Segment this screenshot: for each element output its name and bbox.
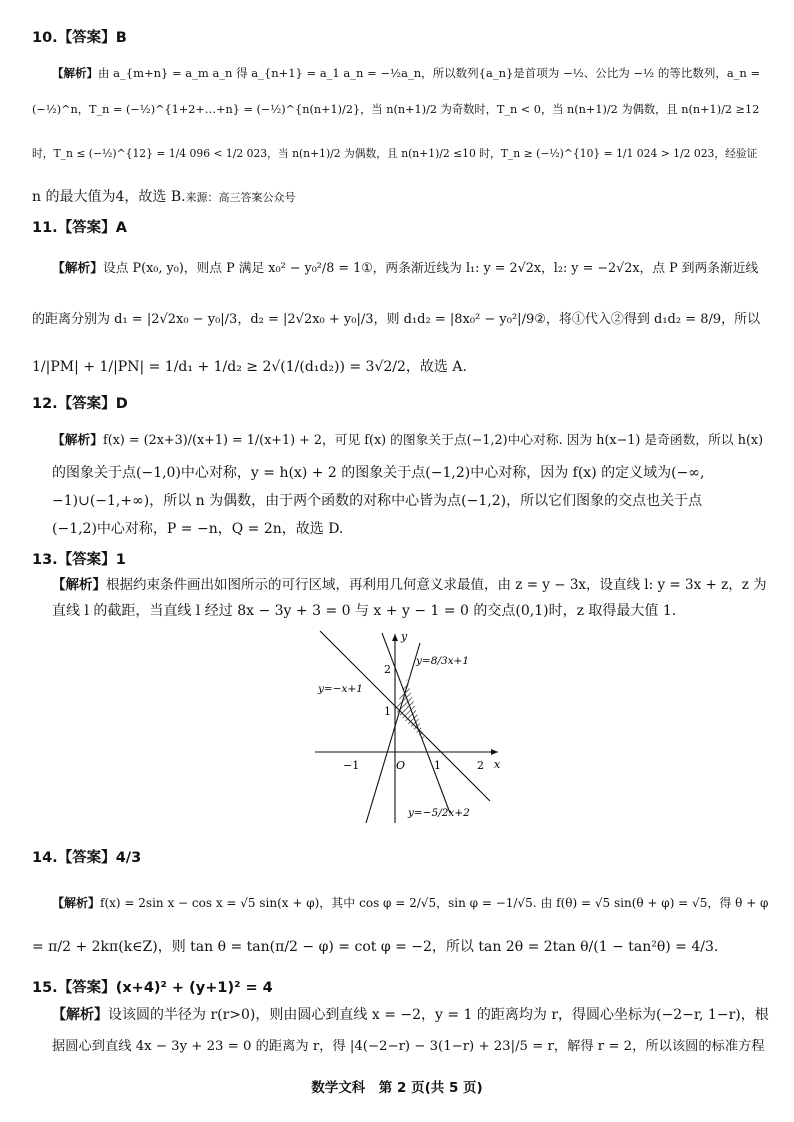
problem-12-analysis-line-3: −1)∪(−1,+∞)，所以 n 为偶数，由于两个函数的对称中心皆为点(−1,2)，所以它们图象的交点也关于点 [52, 493, 703, 509]
problem-14-answer: 14.【答案】4/3 [32, 850, 142, 866]
tick-x-neg1: −1 [343, 759, 360, 772]
problem-10-analysis-line-1: 【解析】由 a_{m+n} = a_m a_n 得 a_{n+1} = a_1 a_n = −½a_n，所以数列{a_n}是首项为 −½、公比为 −½ 的等比数列，a_n = [52, 66, 761, 80]
problem-12-analysis-line-1: 【解析】f(x) = (2x+3)/(x+1) = 1/(x+1) + 2，可见 f(x) 的图象关于点(−1,2)中心对称. 因为 h(x−1) 是奇函数，所以 h(x) [52, 433, 764, 448]
problem-14-analysis-line-2: = π/2 + 2kπ(k∈Z)，则 tan θ = tan(π/2 − φ) = cot φ = −2，所以 tan 2θ = 2tan θ/(1 − tan²θ) = 4/3. [32, 939, 719, 955]
problem-12-answer: 12.【答案】D [32, 396, 128, 412]
problem-15-analysis-line-1: 【解析】设该圆的半径为 r(r>0)，则由圆心到直线 x = −2，y = 1 的距离均为 r，得圆心坐标为(−2−r, 1−r)，根 [52, 1007, 769, 1023]
x-axis-arrow-icon [491, 749, 498, 755]
problem-11-analysis-line-3: 1/|PM| + 1/|PN| = 1/d₁ + 1/d₂ ≥ 2√(1/(d₁d₂)) = 3√2/2，故选 A. [32, 359, 467, 375]
origin-label: O [396, 759, 406, 772]
problem-12-analysis-line-4: (−1,2)中心对称，P = −n，Q = 2n，故选 D. [52, 521, 344, 537]
page-footer: 数学文科 第 2 页(共 5 页) [311, 1080, 483, 1096]
tick-y-2: 2 [384, 663, 391, 676]
problem-11-analysis-line-1: 【解析】设点 P(x₀, y₀)，则点 P 满足 x₀² − y₀²/8 = 1①，两条渐近线为 l₁: y = 2√2x，l₂: y = −2√2x，点 P 到两条渐近线 [52, 261, 759, 276]
tick-x-1: 1 [434, 759, 441, 772]
problem-15-analysis-line-2: 据圆心到直线 4x − 3y + 23 = 0 的距离为 r，得 |4(−2−r) − 3(1−r) + 23|/5 = r，解得 r = 2，所以该圆的标准方程 [52, 1039, 765, 1054]
label-line-3: y=−5/2x+2 [408, 807, 470, 819]
axis-y-label: y [401, 630, 408, 643]
problem-12-analysis-line-2: 的图象关于点(−1,0)中心对称，y = h(x) + 2 的图象关于点(−1,2)中心对称，因为 f(x) 的定义域为(−∞, [52, 465, 705, 481]
problem-15-answer: 15.【答案】(x+4)² + (y+1)² = 4 [32, 980, 273, 996]
label-line-1: y=8/3x+1 [416, 655, 470, 667]
tick-y-1: 1 [384, 705, 391, 718]
problem-10-analysis-line-3: 时，T_n ≤ (−½)^{12} = 1/4 096 < 1/2 023，当 n(n+1)/2 为偶数，且 n(n+1)/2 ≤10 时，T_n ≥ (−½)^{10} = 1/1 024 > 1/2 023，经验证 [32, 147, 758, 160]
problem-11-answer: 11.【答案】A [32, 220, 127, 236]
line-8-3x-plus-1 [366, 643, 420, 823]
feasible-region-figure [300, 628, 510, 828]
label-line-2: y=−x+1 [318, 683, 363, 695]
problem-11-analysis-line-2: 的距离分别为 d₁ = |2√2x₀ − y₀|/3，d₂ = |2√2x₀ + y₀|/3，则 d₁d₂ = |8x₀² − y₀²|/9②，将①代入②得到 d₁d₂ = 8/9，所以 [32, 312, 761, 327]
problem-13-analysis-line-1: 【解析】根据约束条件画出如图所示的可行区域，再利用几何意义求最值，由 z = y − 3x，设直线 l: y = 3x + z，z 为 [52, 577, 767, 593]
problem-10-analysis-line-2: (−½)^n，T_n = (−½)^{1+2+…+n} = (−½)^{n(n+1)/2}，当 n(n+1)/2 为奇数时，T_n < 0，当 n(n+1)/2 为偶数，且 n(n+1)/2 ≥12 [32, 103, 760, 116]
problem-10-answer: 10.【答案】B [32, 30, 127, 46]
problem-13-answer: 13.【答案】1 [32, 552, 126, 568]
source-note: 来源：高三答案公众号 [185, 191, 296, 204]
y-axis-arrow-icon [392, 634, 398, 641]
tick-x-2: 2 [477, 759, 484, 772]
problem-10-analysis-line-4: n 的最大值为4，故选 B.来源：高三答案公众号 [32, 189, 296, 205]
axis-x-label: x [494, 758, 501, 771]
problem-13-analysis-line-2: 直线 l 的截距，当直线 l 经过 8x − 3y + 3 = 0 与 x + y − 1 = 0 的交点(0,1)时，z 取得最大值 1. [52, 603, 677, 619]
problem-14-analysis-line-1: 【解析】f(x) = 2sin x − cos x = √5 sin(x + φ)，其中 cos φ = 2/√5，sin φ = −1/√5. 由 f(θ) = √5 sin(θ + φ) = √5，得 θ + φ [52, 896, 769, 910]
